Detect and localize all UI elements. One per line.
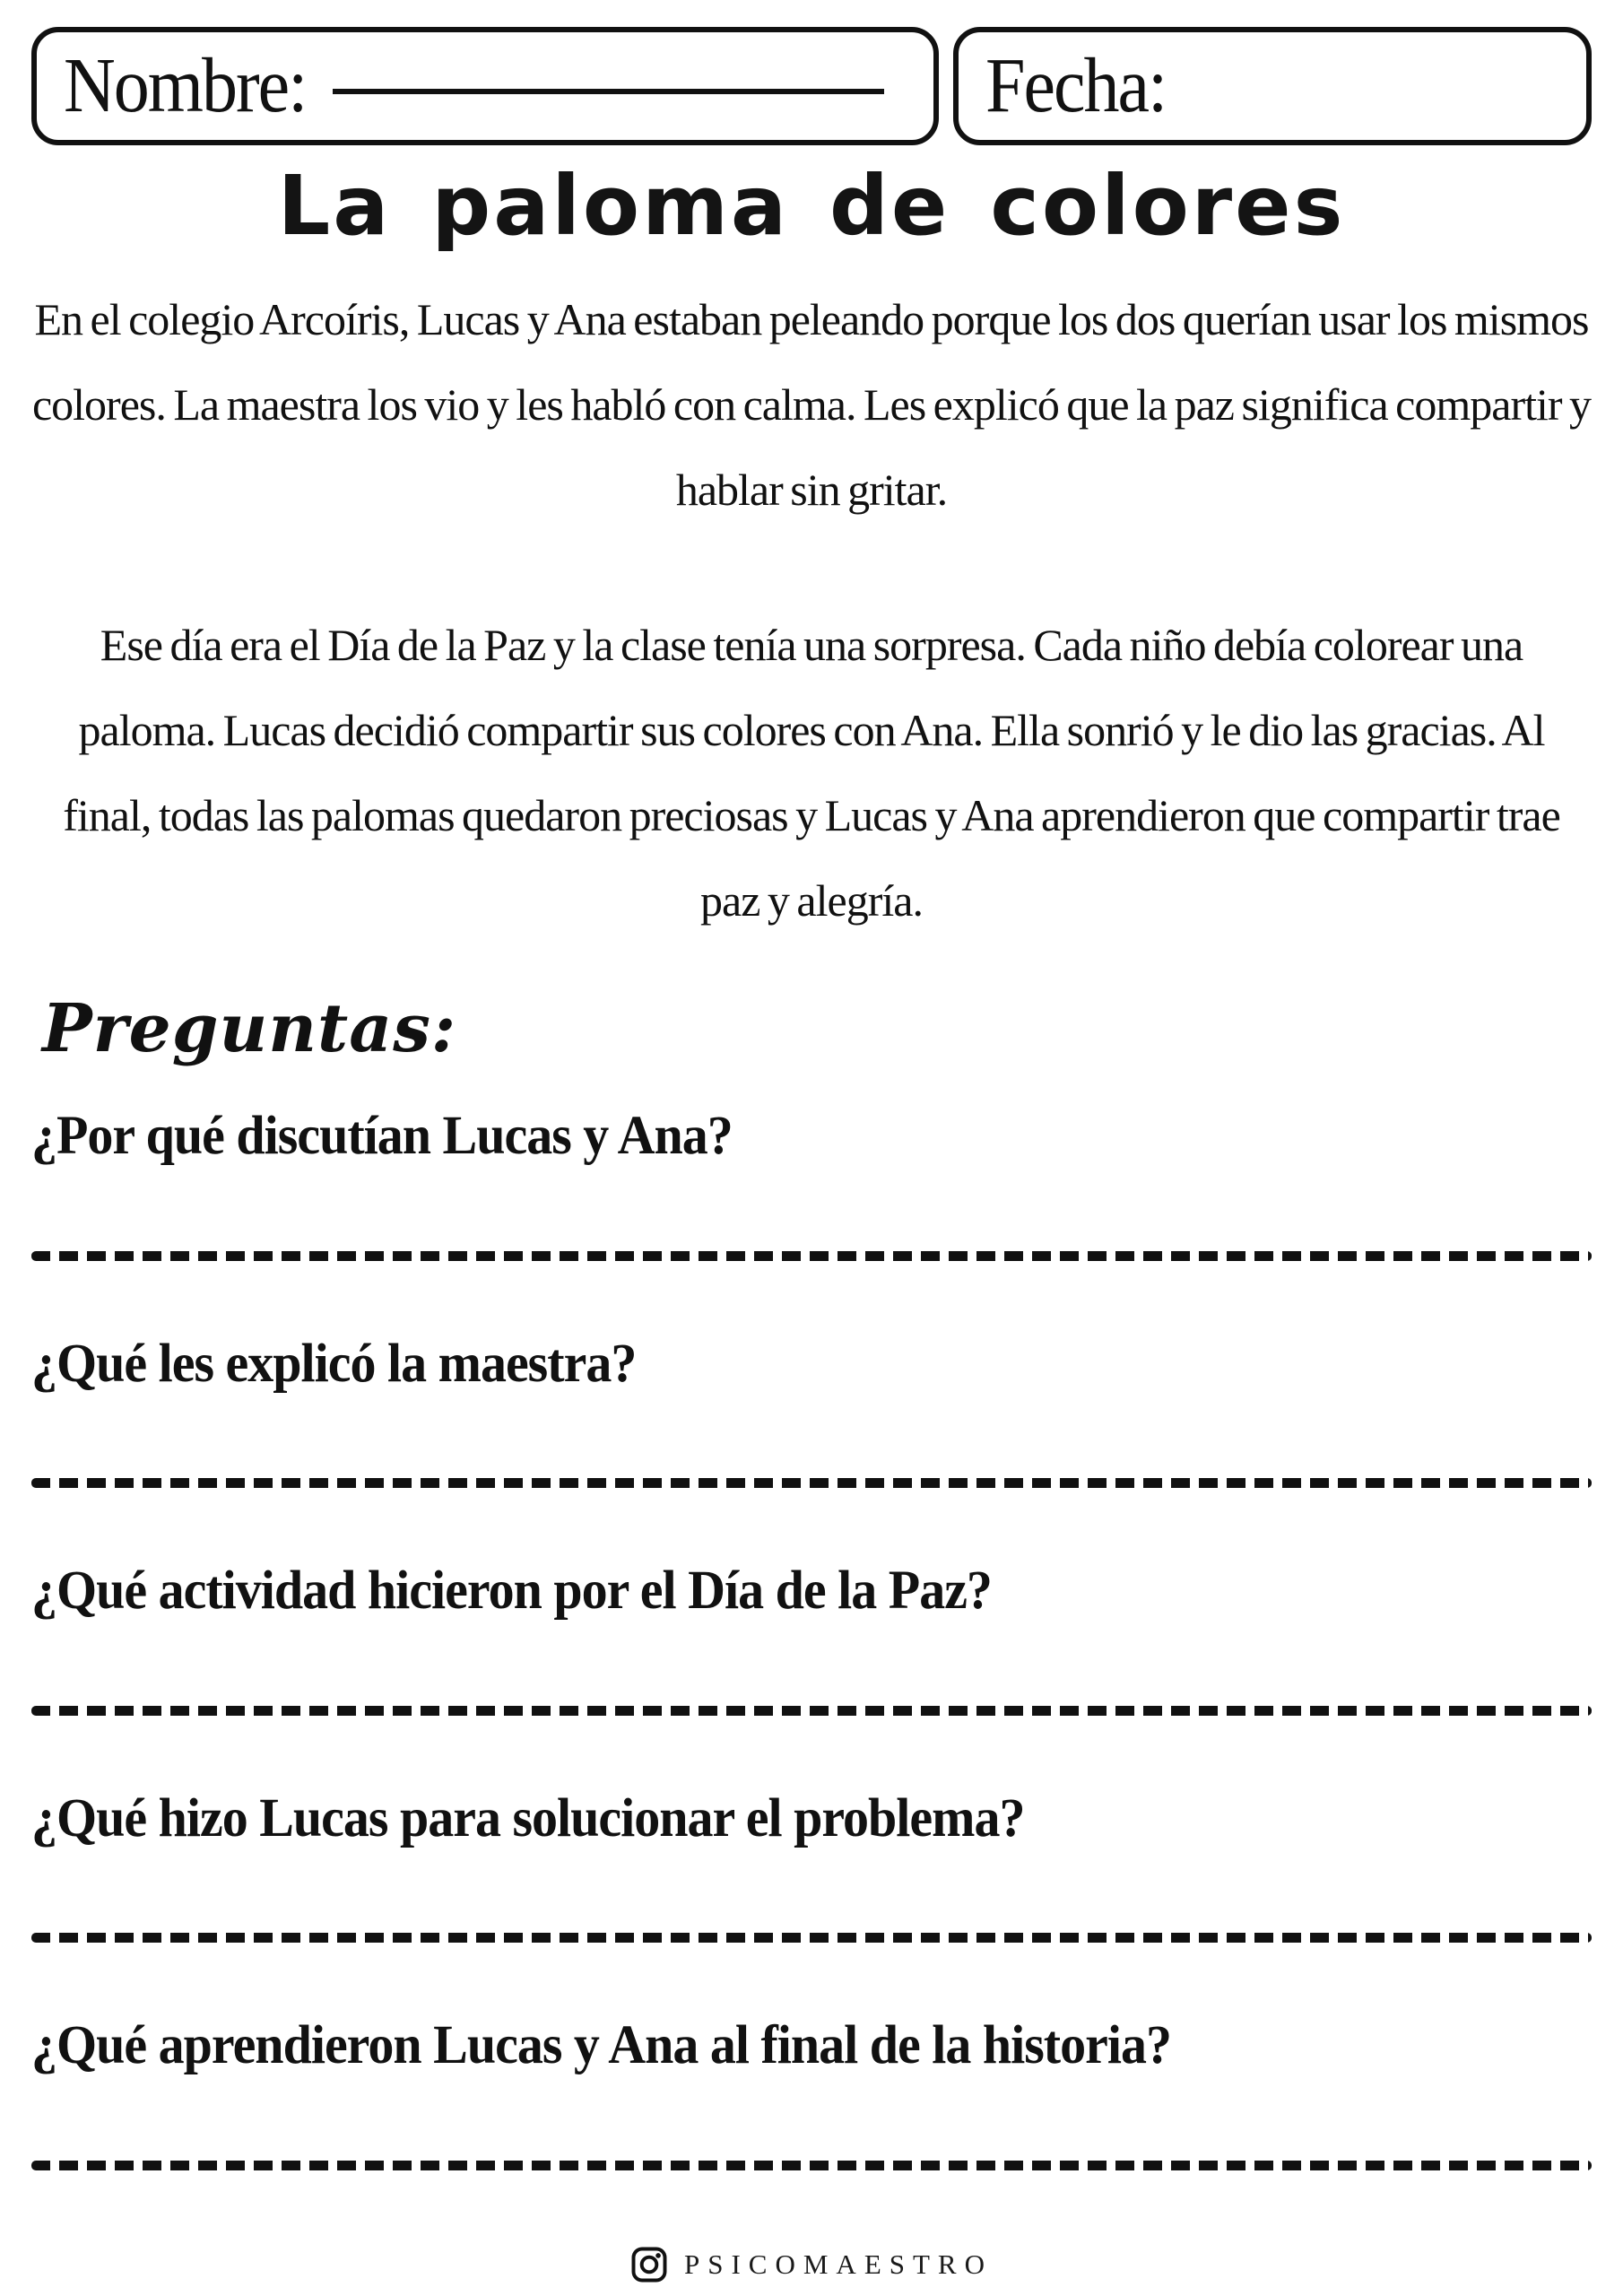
answer-line-3[interactable] <box>31 1706 1592 1716</box>
header <box>31 27 1592 145</box>
story-paragraph-2: Ese día era el Día de la Paz y la clase tenía una sorpresa. Cada niño debía colorear una paloma. Lucas decidió compartir sus colores con Ana. Ella sonrió y le dio las gracias. Al final, todas las palomas quedaron preciosas y Lucas y Ana aprendieron que compartir trae paz y alegría. <box>63 620 1560 926</box>
date-label: Fecha: <box>985 42 1167 128</box>
footer <box>0 2246 1623 2283</box>
question-text-2: ¿Qué les explicó la maestra? <box>31 1331 637 1394</box>
question-text-5: ¿Qué aprendieron Lucas y Ana al final de la historia? <box>31 2013 1171 2075</box>
worksheet-title: La paloma de colores <box>277 158 1346 254</box>
question-block <box>31 1786 1592 1944</box>
date-field-box[interactable] <box>953 27 1592 145</box>
questions-section <box>31 1103 1592 2170</box>
story-paragraph-1: En el colegio Arcoíris, Lucas y Ana estaban peleando porque los dos querían usar los mismos colores. La maestra los vio y les habló con calma. Les explicó que la paz significa compartir y hablar sin gritar. <box>31 294 1592 515</box>
name-label: Nombre: <box>64 42 307 128</box>
answer-line-4[interactable] <box>31 1933 1592 1943</box>
question-block <box>31 1558 1592 1716</box>
instagram-icon <box>630 2246 668 2283</box>
answer-line-5[interactable] <box>31 2161 1592 2170</box>
footer-handle: PSICOMAESTRO <box>684 2248 993 2280</box>
question-block <box>31 1103 1592 1261</box>
answer-line-2[interactable] <box>31 1478 1592 1488</box>
answer-line-1[interactable] <box>31 1251 1592 1261</box>
question-block <box>31 2013 1592 2170</box>
question-text-1: ¿Por qué discutían Lucas y Ana? <box>31 1104 733 1166</box>
question-text-4: ¿Qué hizo Lucas para solucionar el problema? <box>31 1786 1025 1848</box>
questions-heading: Preguntas: <box>42 990 457 1067</box>
name-input-line[interactable] <box>333 58 884 94</box>
question-block <box>31 1331 1592 1489</box>
question-text-3: ¿Qué actividad hicieron por el Día de la Paz? <box>31 1559 992 1621</box>
name-field-box <box>31 27 939 145</box>
